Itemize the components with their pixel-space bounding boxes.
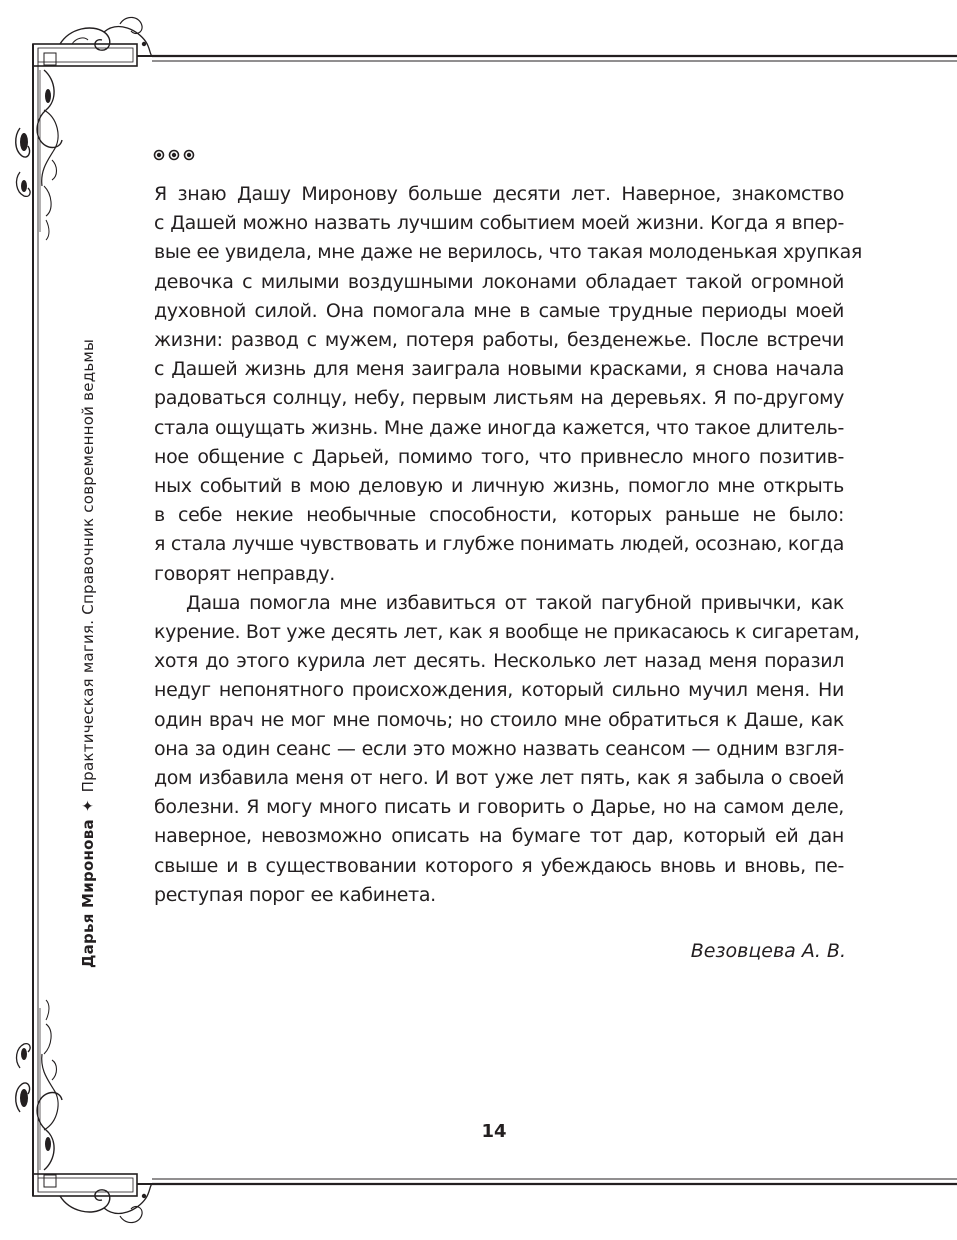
text-line: говорят неправду.	[154, 562, 335, 585]
running-head	[79, 339, 97, 968]
corner-box-bottom-left	[33, 1174, 137, 1196]
signature: Везовцева А. В.	[690, 940, 846, 962]
text-line: с Дашей можно назвать лучшим событием моей жизни. Когда я впер-	[154, 212, 844, 235]
text-line: ное общение с Дарьей, помимо того, что привнесло много позитив-	[154, 445, 844, 468]
flourish-top-left	[60, 28, 110, 50]
running-head-title: Практическая магия. Справочник современной ведьмы	[79, 338, 97, 793]
text-line: я стала лучше чувствовать и глубже понимать людей, осознаю, когда	[154, 533, 844, 556]
text-line: с Дашей жизнь для меня заиграла новыми красками, я снова начала	[154, 358, 844, 381]
text-line: в себе некие необычные способности, которых раньше не было:	[154, 504, 844, 527]
text-line: курение. Вот уже десять лет, как я вообще не прикасаюсь к сигаретам,	[154, 621, 860, 644]
text-line: хотя до этого курила лет десять. Несколько лет назад меня поразил	[154, 650, 844, 673]
text-line: радоваться солнцу, небу, первым листьям на деревьях. Я по-другому	[154, 387, 844, 410]
text-line: духовной силой. Она помогала мне в самые трудные периоды моей	[154, 299, 844, 322]
running-head-author: Дарья Миронова	[79, 819, 97, 968]
text-line: стала ощущать жизнь. Мне даже иногда кажется, что такое длитель-	[154, 416, 844, 439]
page-number: 14	[481, 1121, 507, 1142]
text-line: ных событий в мою деловую и личную жизнь, помогло мне открыть	[154, 475, 844, 498]
text-line: свыше и в существовании которого я убеждаюсь вновь и вновь, пе-	[154, 854, 844, 877]
text-line: девочка с милыми воздушными локонами обладает такой огромной	[154, 270, 844, 293]
text-line: дом избавила меня от него. И вот уже лет пять, как я забыла о своей	[154, 767, 844, 790]
flourish-bottom-left	[60, 1190, 110, 1212]
text-line: вые ее увидела, мне даже не верилось, что такая молоденькая хрупкая	[154, 241, 862, 264]
text-line: Я знаю Дашу Миронову больше десяти лет. Наверное, знакомство	[154, 183, 844, 205]
text-line: реступая порог ее кабинета.	[154, 883, 436, 906]
paragraph-1	[154, 180, 862, 589]
corner-box-top-left	[33, 44, 137, 66]
text-line: жизни: развод с мужем, потеря работы, безденежье. После встречи	[154, 329, 844, 352]
text-line: один врач не мог мне помочь; но стоило мне обратиться к Даше, как	[154, 708, 844, 731]
section-ornament	[152, 148, 196, 162]
paragraph-2	[154, 589, 860, 910]
text-line: она за один сеанс — если это можно назвать сеансом — одним взгля-	[154, 737, 844, 760]
text-line: болезни. Я могу много писать и говорить о Дарье, но на самом деле,	[154, 796, 844, 819]
text-line: наверное, невозможно описать на бумаге тот дар, который ей дан	[154, 825, 844, 848]
body-text	[154, 180, 862, 910]
running-head-separator-icon: ✦	[79, 799, 97, 813]
text-line: недуг непонятного происхождения, который сильно мучил меня. Ни	[154, 679, 844, 702]
text-line: Даша помогла мне избавиться от такой пагубной привычки, как	[186, 591, 844, 614]
